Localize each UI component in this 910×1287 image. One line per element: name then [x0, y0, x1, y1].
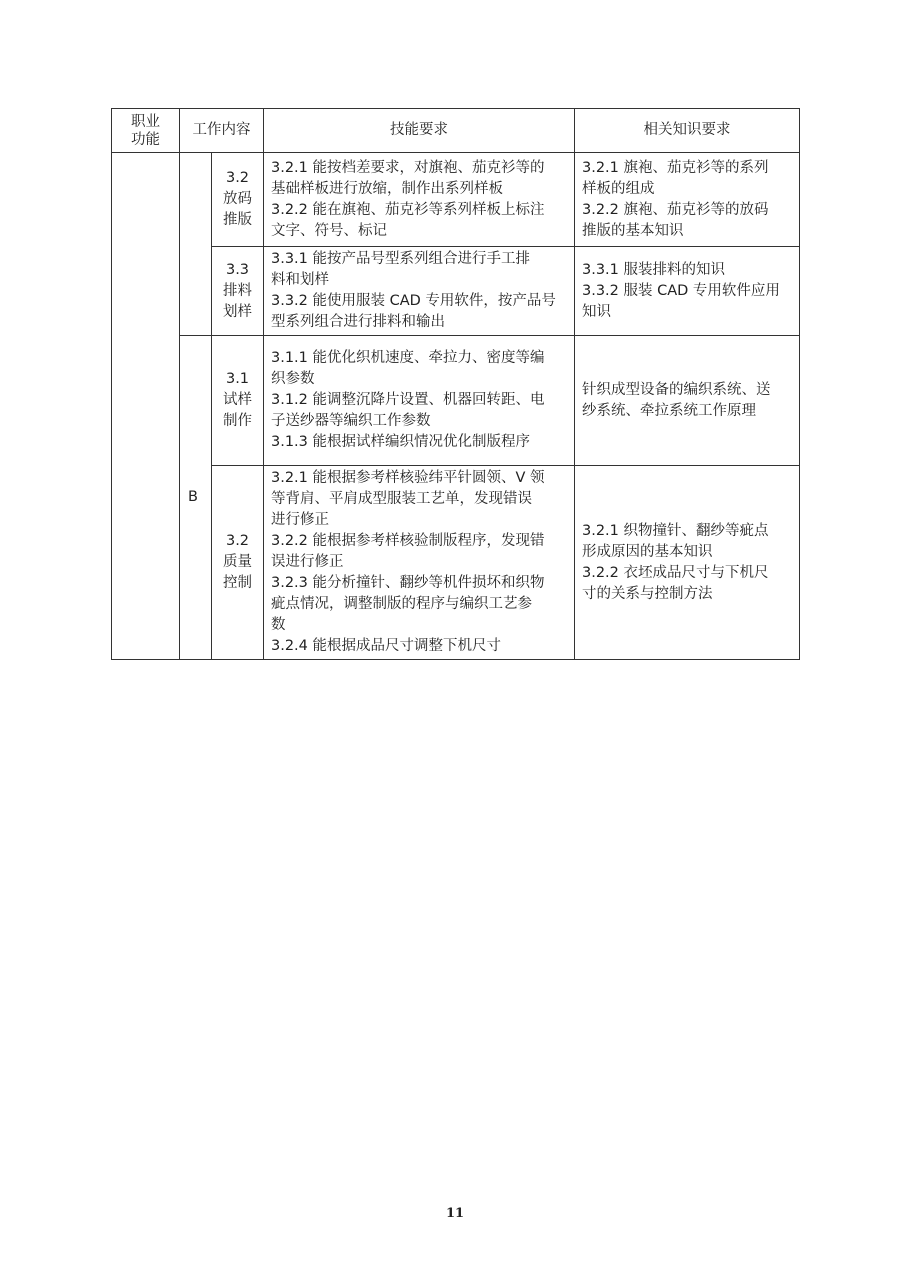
skill-line: 进行修正	[271, 512, 329, 528]
skill-line: 3.2.4 能根据成品尺寸调整下机尺寸	[271, 638, 502, 654]
table-row	[112, 247, 800, 336]
skill-line: 误进行修正	[271, 554, 344, 570]
skills-cell	[264, 153, 575, 247]
level-cell-upper	[180, 153, 212, 336]
page-number: 11	[445, 1206, 465, 1221]
sub-item-name: 推版	[223, 212, 252, 228]
skill-line: 3.2.2 能在旗袍、茄克衫等系列样板上标注	[271, 201, 545, 218]
skill-line: 3.3.2 能使用服装 CAD 专用软件，按产品号	[271, 293, 556, 309]
skill-line: 子送纱器等编织工作参数	[271, 413, 431, 429]
sub-item-code: 3.2	[225, 533, 250, 549]
level-cell: B	[180, 336, 212, 660]
header-skills: 技能要求	[264, 109, 575, 153]
sub-item-cell	[212, 153, 264, 247]
skill-line: 3.3.1 能按产品号型系列组合进行手工排	[271, 251, 531, 267]
knowledge-cell	[575, 336, 800, 466]
skill-line: 3.2.1 能按档差要求，对旗袍、茄克衫等的	[271, 159, 545, 176]
skill-line: 3.2.3 能分析撞针、翻纱等机件损坏和织物	[271, 575, 545, 591]
header-function	[112, 109, 180, 153]
table-row	[112, 336, 800, 466]
skill-line: 3.2.1 能根据参考样核验纬平针圆领、V 领	[271, 470, 545, 486]
knowledge-line: 针织成型设备的编织系统、送	[582, 381, 771, 398]
skills-cell	[264, 336, 575, 466]
skill-line: 3.1.3 能根据试样编织情况优化制版程序	[271, 434, 531, 450]
sub-item-name: 试样	[223, 392, 252, 408]
knowledge-line: 寸的关系与控制方法	[582, 585, 713, 602]
skill-line: 数	[271, 617, 286, 633]
skill-line: 3.2.2 能根据参考样核验制版程序，发现错	[271, 533, 545, 549]
skill-line: 3.1.2 能调整沉降片设置、机器回转距、电	[271, 392, 545, 408]
knowledge-line: 3.2.1 织物撞针、翻纱等疵点	[582, 522, 769, 539]
knowledge-line: 3.2.1 旗袍、茄克衫等的系列	[582, 159, 769, 176]
sub-item-name: 放码	[223, 191, 252, 207]
sub-item-cell	[212, 466, 264, 660]
sub-item-name: 控制	[223, 575, 252, 591]
skill-line: 型系列组合进行排料和输出	[271, 314, 445, 330]
knowledge-cell	[575, 466, 800, 660]
skill-line: 疵点情况，调整制版的程序与编织工艺参	[271, 596, 532, 612]
knowledge-cell	[575, 153, 800, 247]
header-function-line1: 职业	[131, 113, 160, 130]
knowledge-line: 3.3.1 服装排料的知识	[582, 261, 726, 278]
header-knowledge: 相关知识要求	[575, 109, 800, 153]
skills-cell	[264, 466, 575, 660]
knowledge-line: 形成原因的基本知识	[582, 543, 713, 560]
table-row	[112, 466, 800, 660]
sub-item-code: 3.3	[225, 261, 250, 278]
knowledge-line: 纱系统、牵拉系统工作原理	[582, 402, 756, 419]
sub-item-code: 3.2	[225, 170, 250, 186]
knowledge-cell	[575, 247, 800, 336]
knowledge-line: 3.3.2 服装 CAD 专用软件应用	[582, 282, 780, 299]
function-cell	[112, 153, 180, 660]
table-row	[112, 153, 800, 247]
table-header-row	[112, 109, 800, 153]
sub-item-cell	[212, 336, 264, 466]
header-content: 工作内容	[180, 109, 264, 153]
knowledge-line: 3.2.2 衣坯成品尺寸与下机尺	[582, 564, 769, 581]
skill-line: 基础样板进行放缩，制作出系列样板	[271, 180, 503, 197]
requirements-table	[111, 108, 800, 660]
skill-line: 3.1.1 能优化织机速度、牵拉力、密度等编	[271, 350, 545, 366]
skill-line: 等背肩、平肩成型服装工艺单，发现错误	[271, 491, 532, 507]
sub-item-name: 划样	[223, 303, 252, 320]
sub-item-cell	[212, 247, 264, 336]
knowledge-line: 样板的组成	[582, 180, 655, 197]
knowledge-line: 知识	[582, 303, 611, 320]
skill-line: 文字、符号、标记	[271, 222, 387, 239]
sub-item-name: 制作	[223, 413, 252, 429]
skill-line: 料和划样	[271, 272, 329, 288]
header-function-line2: 功能	[131, 131, 160, 148]
knowledge-line: 推版的基本知识	[582, 222, 684, 239]
sub-item-name: 质量	[223, 554, 252, 570]
sub-item-name: 排料	[223, 282, 252, 299]
sub-item-code: 3.1	[225, 371, 250, 387]
knowledge-line: 3.2.2 旗袍、茄克衫等的放码	[582, 201, 769, 218]
skills-cell	[264, 247, 575, 336]
skill-line: 织参数	[271, 371, 315, 387]
